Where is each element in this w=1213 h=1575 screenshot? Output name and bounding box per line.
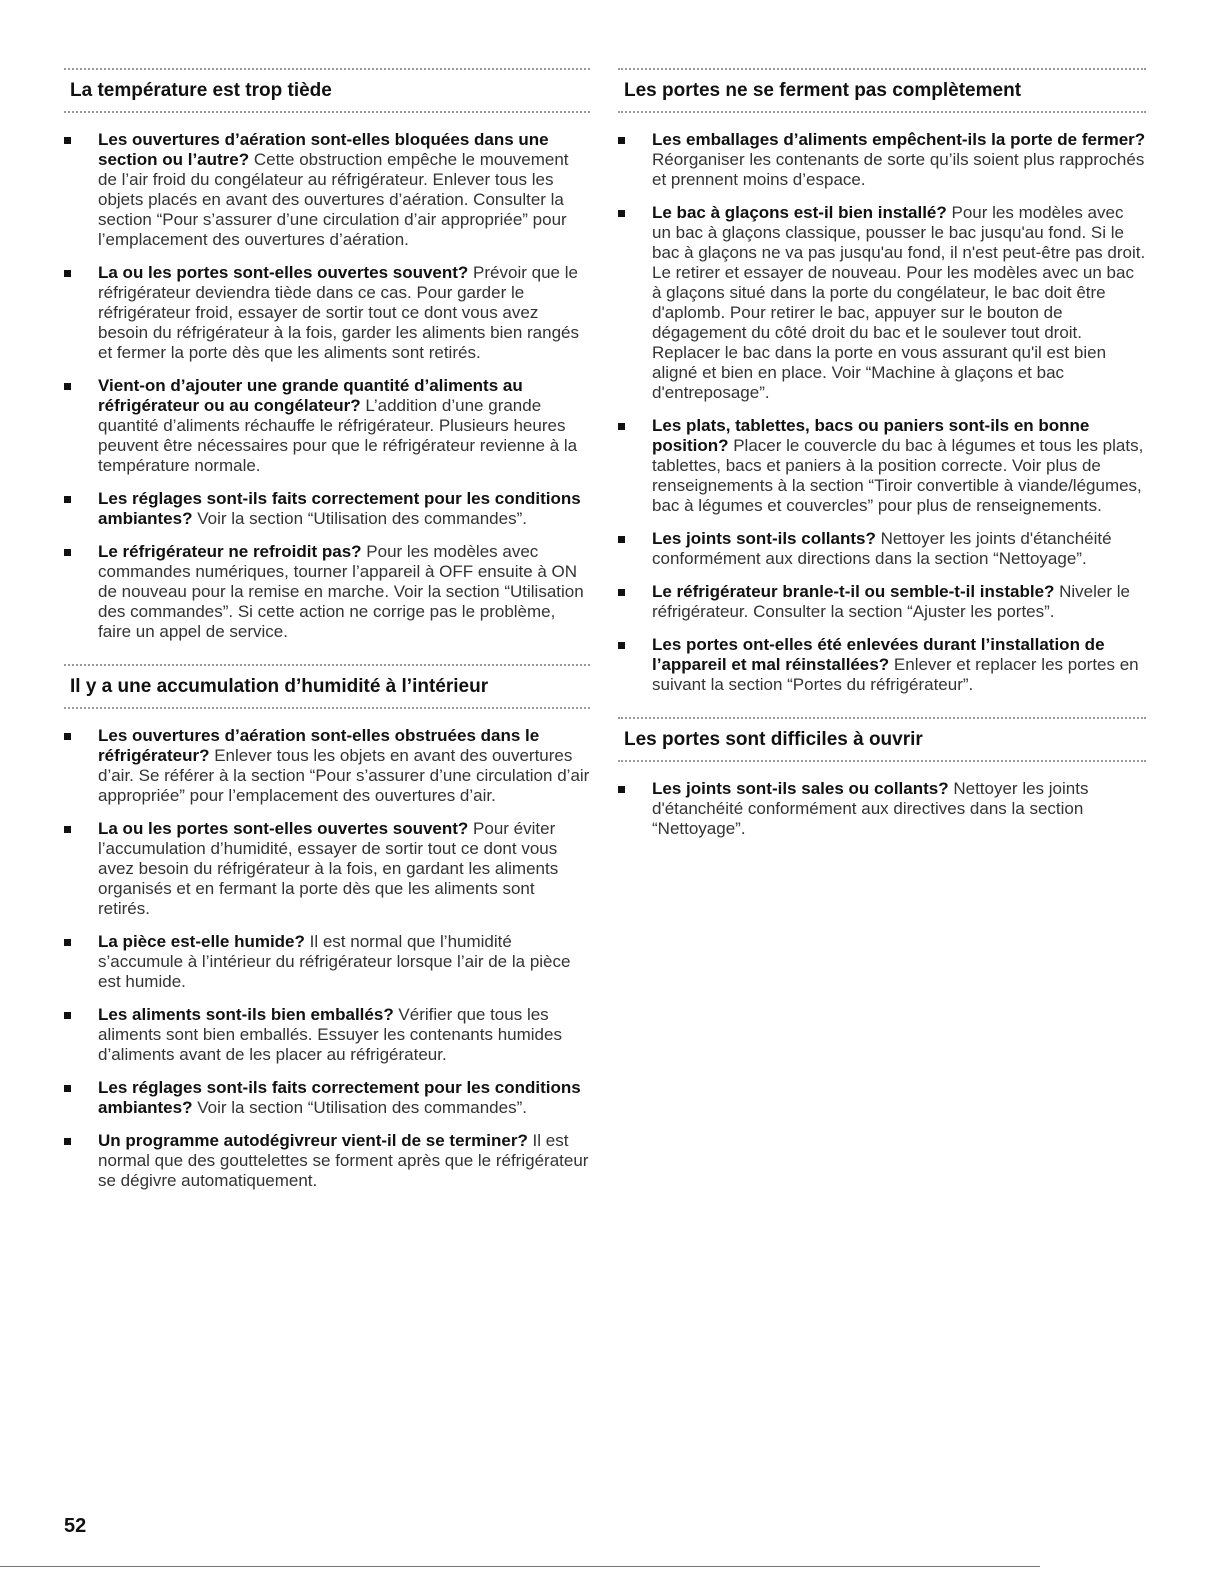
item-question: Les joints sont-ils collants? (652, 529, 876, 548)
list-item (64, 1005, 590, 1065)
section-heading: Il y a une accumulation d’humidité à l’intérieur (70, 676, 489, 697)
item-answer: Cette obstruction empêche le mouvement de l’air froid du congélateur au réfrigérateur. Enlever tous les objets placés en avant des ouvertures d’aération. Consulter la section “Pour s’assurer d’une circulation d’air appropriée” pour l’emplacement des ouvertures d’aération. (98, 150, 569, 249)
square-bullet-icon (64, 549, 71, 556)
item-text (652, 203, 1146, 403)
item-answer: Niveler le réfrigérateur. Consulter la section “Ajuster les portes”. (652, 582, 1130, 621)
item-answer: Pour les modèles avec un bac à glaçons classique, pousser le bac jusqu'au fond. Si le bac à glaçons ne va pas jusqu'au fond, il n'est peut-être pas droit. Le retirer et essayer de nouveau. Pour les modèles avec un bac à glaçons situé dans la porte du congélateur, le bac doit être d'aplomb. Pour retirer le bac, appuyer sur le bouton de dégagement du côté droit du bac et le soulever tout droit. Replacer le bac dans la porte en vous assurant qu'il est bien aligné et bien en place. Voir “Machine à glaçons et bac d'entreposage”. (652, 203, 1146, 402)
list-item (64, 489, 590, 529)
item-question: Les réglages sont-ils faits correctement pour les conditions ambiantes? (98, 489, 581, 528)
item-question: Les ouvertures d’aération sont-elles bloquées dans une section ou l’autre? (98, 130, 549, 169)
square-bullet-icon (618, 642, 625, 649)
item-question: La ou les portes sont-elles ouvertes souvent? (98, 819, 469, 838)
item-answer: Prévoir que le réfrigérateur deviendra tiède dans ce cas. Pour garder le réfrigérateur froid, essayer de sortir tout ce dont vous avez besoin du réfrigérateur à la fois, garder les aliments bien rangés et fermer la porte dès que les aliments sont retirés. (98, 263, 579, 362)
item-question: Un programme autodégivreur vient-il de se terminer? (98, 1131, 528, 1150)
section-doors-hard-to-open (618, 717, 1146, 839)
item-question: Le réfrigérateur ne refroidit pas? (98, 542, 362, 561)
item-text (98, 726, 590, 806)
item-text (652, 130, 1146, 190)
item-text (98, 1131, 590, 1191)
footer-rule (0, 1566, 1040, 1567)
square-bullet-icon (64, 383, 71, 390)
list-item (618, 779, 1146, 839)
square-bullet-icon (64, 1012, 71, 1019)
section-temperature-too-warm (64, 68, 590, 642)
square-bullet-icon (64, 270, 71, 277)
item-question: Les emballages d’aliments empêchent-ils la porte de fermer? (652, 130, 1146, 149)
item-text (652, 635, 1146, 695)
square-bullet-icon (618, 137, 625, 144)
item-answer: Voir la section “Utilisation des commandes”. (192, 1098, 527, 1117)
item-answer: Il est normal que l’humidité s’accumule à l’intérieur du réfrigérateur lorsque l’air de la pièce est humide. (98, 932, 571, 991)
left-column (64, 68, 590, 1213)
item-text (98, 376, 590, 476)
list-item (64, 376, 590, 476)
section-heading-block (618, 68, 1146, 113)
item-answer: Réorganiser les contenants de sorte qu’ils soient plus rapprochés et prennent moins d’espace. (652, 150, 1145, 189)
item-answer: Nettoyer les joints d'étanchéité conformément aux directions dans la section “Nettoyage”. (652, 529, 1112, 568)
right-column (618, 68, 1146, 861)
section-heading-block (64, 68, 590, 113)
item-question: Les portes ont-elles été enlevées durant l’installation de l’appareil et mal réinstallées? (652, 635, 1105, 674)
square-bullet-icon (64, 137, 71, 144)
item-answer: Placer le couvercle du bac à légumes et tous les plats, tablettes, bacs et paniers à la position correcte. Voir plus de renseignements à la section “Tiroir convertible à viande/légumes, bac à légumes et couvercles” pour plus de renseignements. (652, 436, 1144, 515)
item-answer: L’addition d’une grande quantité d’aliments réchauffe le réfrigérateur. Plusieurs heures peuvent être nécessaires pour que le réfrigérateur revienne à la température normale. (98, 396, 578, 475)
item-text (652, 582, 1146, 622)
list-item (64, 1131, 590, 1191)
item-answer: Pour les modèles avec commandes numériques, tourner l’appareil à OFF ensuite à ON de nouveau pour la remise en marche. Voir la section “Utilisation des commandes”. Si cette action ne corrige pas le problème, faire un appel de service. (98, 542, 584, 641)
item-question: La pièce est-elle humide? (98, 932, 305, 951)
item-answer: Pour éviter l’accumulation d’humidité, essayer de sortir tout ce dont vous avez besoin du réfrigérateur à la fois, en gardant les aliments organisés et en fermant la porte dès que les aliments sont retirés. (98, 819, 559, 918)
section-doors-not-closing (618, 68, 1146, 695)
square-bullet-icon (64, 939, 71, 946)
item-answer: Enlever tous les objets en avant des ouvertures d’air. Se référer à la section “Pour s’assurer d’une circulation d’air appropriée” pour l’emplacement des ouvertures d’air. (98, 746, 590, 805)
list-item (618, 130, 1146, 190)
section-moisture-buildup (64, 664, 590, 1191)
item-answer: Nettoyer les joints d'étanchéité conformément aux directives dans la section “Nettoyage”. (652, 779, 1089, 838)
square-bullet-icon (64, 1085, 71, 1092)
item-question: Les ouvertures d’aération sont-elles obstruées dans le réfrigérateur? (98, 726, 540, 765)
list-item (64, 542, 590, 642)
square-bullet-icon (64, 1138, 71, 1145)
item-question: Vient-on d’ajouter une grande quantité d’aliments au réfrigérateur ou au congélateur? (98, 376, 523, 415)
list-item (64, 819, 590, 919)
square-bullet-icon (618, 589, 625, 596)
list-item (64, 1078, 590, 1118)
item-text (98, 1005, 590, 1065)
section-heading-block (64, 664, 590, 709)
section-heading: Les portes sont difficiles à ouvrir (624, 729, 923, 750)
list-item (618, 529, 1146, 569)
square-bullet-icon (618, 786, 625, 793)
item-text (652, 416, 1146, 516)
square-bullet-icon (64, 496, 71, 503)
list-item (618, 203, 1146, 403)
section-heading: La température est trop tiède (70, 80, 332, 101)
list-item (618, 635, 1146, 695)
square-bullet-icon (618, 423, 625, 430)
square-bullet-icon (618, 536, 625, 543)
item-answer: Il est normal que des gouttelettes se forment après que le réfrigérateur se dégivre automatiquement. (98, 1131, 589, 1190)
item-text (98, 819, 590, 919)
item-text (98, 542, 590, 642)
item-answer: Enlever et replacer les portes en suivant la section “Portes du réfrigérateur”. (652, 655, 1139, 694)
item-question: Les plats, tablettes, bacs ou paniers sont-ils en bonne position? (652, 416, 1090, 455)
section-heading-block (618, 717, 1146, 762)
page-number: 52 (64, 1515, 87, 1537)
square-bullet-icon (618, 210, 625, 217)
list-item (64, 130, 590, 250)
item-text (98, 263, 590, 363)
list-item (64, 932, 590, 992)
item-question: Le bac à glaçons est-il bien installé? (652, 203, 947, 222)
item-text (98, 130, 590, 250)
item-text (98, 932, 590, 992)
item-text (652, 529, 1146, 569)
square-bullet-icon (64, 826, 71, 833)
item-question: Les joints sont-ils sales ou collants? (652, 779, 949, 798)
list-item (618, 416, 1146, 516)
square-bullet-icon (64, 733, 71, 740)
section-heading: Les portes ne se ferment pas complètement (624, 80, 1022, 101)
item-text (652, 779, 1146, 839)
item-answer: Vérifier que tous les aliments sont bien emballés. Essuyer les contenants humides d’aliments avant de les placer au réfrigérateur. (98, 1005, 562, 1064)
item-question: Le réfrigérateur branle-t-il ou semble-t-il instable? (652, 582, 1055, 601)
item-text (98, 1078, 590, 1118)
item-question: La ou les portes sont-elles ouvertes souvent? (98, 263, 469, 282)
item-question: Les aliments sont-ils bien emballés? (98, 1005, 394, 1024)
list-item (64, 263, 590, 363)
item-question: Les réglages sont-ils faits correctement pour les conditions ambiantes? (98, 1078, 581, 1117)
item-answer: Voir la section “Utilisation des commandes”. (192, 509, 527, 528)
item-text (98, 489, 590, 529)
list-item (618, 582, 1146, 622)
list-item (64, 726, 590, 806)
